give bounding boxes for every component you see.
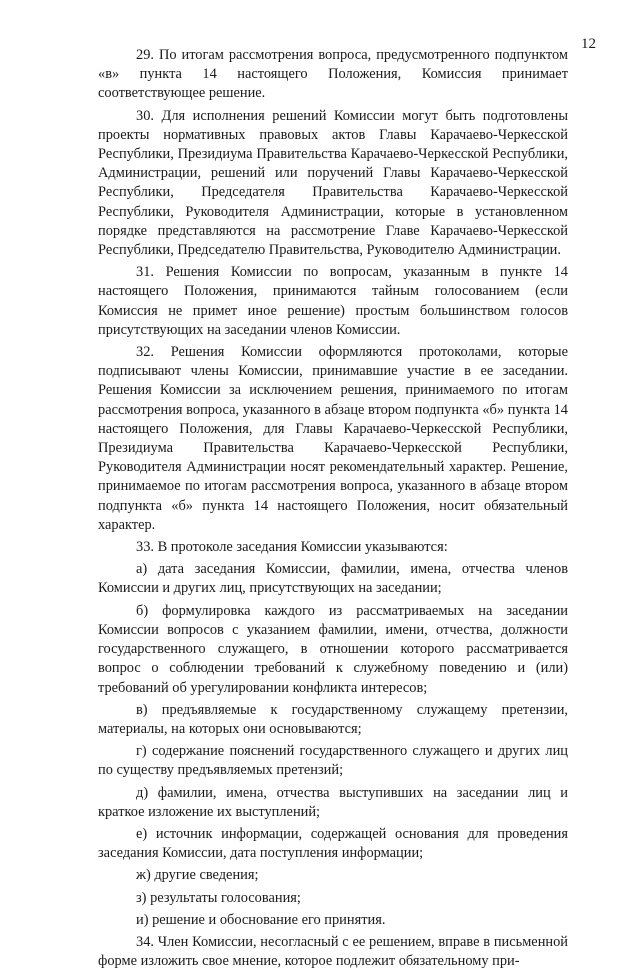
list-item-d: д) фамилии, имена, отчества выступивших на заседании лиц и краткое изложение их выступлений; <box>98 784 568 820</box>
list-item-a: а) дата заседания Комиссии, фамилии, имена, отчества членов Комиссии и других лиц, присутствующих на заседании; <box>98 561 568 597</box>
list-item-b: б) формулировка каждого из рассматриваемых на заседании Комиссии вопросов с указанием фамилии, имени, отчества, должности государственного служащего, в отношении которого рассматривается вопрос о соблюдении требований к служебному поведению и (или) требований об урегулировании конфликта интересов; <box>98 602 568 696</box>
paragraph-30: 30. Для исполнения решений Комиссии могут быть подготовлены проекты нормативных правовых актов Главы Карачаево-Черкесской Республики, Президиума Правительства Карачаево-Черкесской Республики, Администрации, решений или поручений Главы Карачаево-Черкесской Республики, Председателя Правительства Карачаево-Черкесской Республики, Руководителя Администрации, которые в установленном порядке представляются на рассмотрение Главе Карачаево-Черкесской Республики, Председателю Правительства, Руководителю Администрации. <box>98 107 568 259</box>
paragraph-34: 34. Член Комиссии, несогласный с ее решением, вправе в письменной форме изложить свое мнение, которое подлежит обязательному при- <box>98 933 568 970</box>
paragraph-33: 33. В протоколе заседания Комиссии указываются: <box>136 539 448 556</box>
paragraph-32: 32. Решения Комиссии оформляются протоколами, которые подписывают члены Комиссии, принимавшие участие в ее заседании. Решения Комиссии за исключением решения, принимаемого по итогам рассмотрения вопроса, указанного в абзаце втором подпункта «б» пункта 14 настоящего Положения, для Главы Карачаево-Черкесской Республики, Президиума Правительства Карачаево-Черкесской Республики, Руководителя Администрации носят рекомендательный характер. Решение, принимаемое по итогам рассмотрения вопроса, указанного в абзаце втором подпункта «б» пункта 14 настоящего Положения, носит обязательный характер. <box>98 344 568 533</box>
document-body <box>98 46 568 974</box>
list-item-zh: ж) другие сведения; <box>136 867 259 884</box>
list-item-z: з) результаты голосования; <box>136 889 301 906</box>
page-number: 12 <box>581 36 596 52</box>
list-item-e: е) источник информации, содержащей основания для проведения заседания Комиссии, дата поступления информации; <box>98 825 568 862</box>
list-item-g: г) содержание пояснений государственного служащего и других лиц по существу предъявляемых претензий; <box>98 743 568 779</box>
list-item-v: в) предъявляемые к государственному служащему претензии, материалы, на которых они основываются; <box>98 701 568 737</box>
list-item-i: и) решение и обоснование его принятия. <box>136 911 386 928</box>
paragraph-31: 31. Решения Комиссии по вопросам, указанным в пункте 14 настоящего Положения, принимаются тайным голосованием (если Комиссия не примет иное решение) простым большинством голосов присутствующих на заседании членов Комиссии. <box>98 264 568 338</box>
paragraph-29: 29. По итогам рассмотрения вопроса, предусмотренного подпунктом «в» пункта 14 настоящего Положения, Комиссия принимает соответствующее решение. <box>98 47 568 102</box>
